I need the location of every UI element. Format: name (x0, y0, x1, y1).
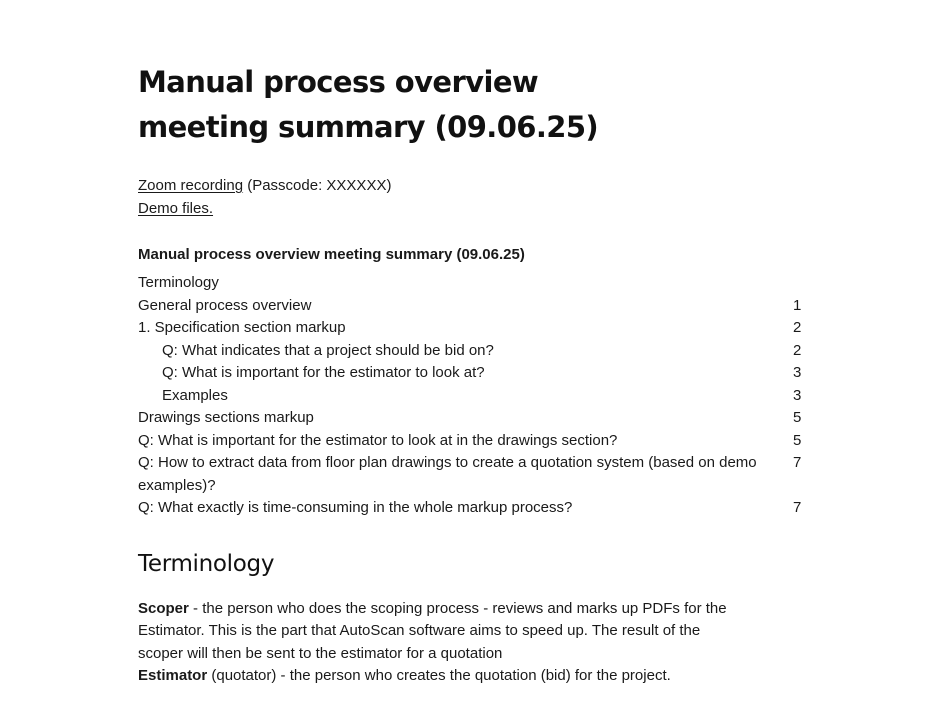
demo-files-link[interactable]: Demo files. (138, 199, 214, 217)
toc-entry-page: 1 (793, 296, 802, 314)
toc-entry-floor-plan-extraction[interactable] (138, 452, 808, 497)
table-of-contents (138, 272, 808, 520)
toc-entry-text: Q: What indicates that a project should be bid on? (162, 341, 494, 359)
toc-entry-text: General process overview (138, 296, 312, 314)
estimator-term: Estimator (138, 667, 208, 685)
toc-entry-terminology[interactable] (138, 272, 808, 295)
toc-entry-text: Q: What is important for the estimator to look at? (162, 364, 485, 381)
scoper-description: - the person who does the scoping process - reviews and marks up PDFs for the Estimator. This is the part that AutoScan software aims to speed up. The result of the scoper will then be sent to the estimator for a quotation (138, 599, 727, 662)
toc-entry-bid-indicators[interactable] (138, 340, 808, 363)
terminology-heading: Terminology (138, 550, 275, 577)
document-title: Manual process overview meeting summary (09.06.25) (138, 65, 599, 144)
estimator-description: (quotator) - the person who creates the quotation (bid) for the project. (207, 667, 671, 685)
toc-entry-text: Q: What is important for the estimator to look at in the drawings section? (138, 431, 618, 449)
toc-entry-text: Q: How to extract data from floor plan drawings to create a quotation system (based on demo examples)? (138, 454, 757, 494)
recording-line (138, 175, 808, 198)
toc-entry-estimator-focus[interactable] (138, 362, 808, 385)
toc-entry-text: 1. Specification section markup (138, 319, 346, 336)
toc-entry-page: 3 (793, 386, 802, 404)
toc-entry-text: Drawings sections markup (138, 409, 314, 426)
toc-entry-time-consuming[interactable] (138, 497, 808, 520)
estimator-definition (138, 665, 738, 688)
toc-entry-page: 2 (793, 341, 802, 359)
toc-entry-drawings-markup[interactable] (138, 407, 808, 430)
toc-entry-text: Examples (162, 386, 228, 404)
toc-entry-page: 3 (793, 364, 802, 381)
document-page (138, 60, 808, 688)
toc-entry-page: 5 (793, 431, 802, 449)
toc-entry-examples[interactable] (138, 385, 808, 408)
demo-files-line (138, 198, 808, 221)
passcode-text: (Passcode: XXXXXX) (243, 177, 392, 194)
toc-entry-page: 2 (793, 319, 802, 336)
toc-entry-drawings-focus[interactable] (138, 430, 808, 453)
toc-entry-page: 7 (793, 454, 802, 471)
terminology-body (138, 598, 738, 688)
zoom-recording-link[interactable]: Zoom recording (138, 177, 244, 194)
scoper-term: Scoper (138, 599, 189, 617)
toc-entry-specification-markup[interactable] (138, 317, 808, 340)
toc-entry-page: 7 (793, 499, 802, 516)
scoper-definition (138, 598, 738, 666)
toc-entry-general-process[interactable] (138, 295, 808, 318)
toc-entry-text: Terminology (138, 274, 219, 291)
toc-entry-page: 5 (793, 409, 802, 426)
toc-heading: Manual process overview meeting summary (09.06.25) (138, 246, 525, 263)
links-block (138, 175, 808, 220)
toc-entry-text: Q: What exactly is time-consuming in the whole markup process? (138, 499, 573, 516)
